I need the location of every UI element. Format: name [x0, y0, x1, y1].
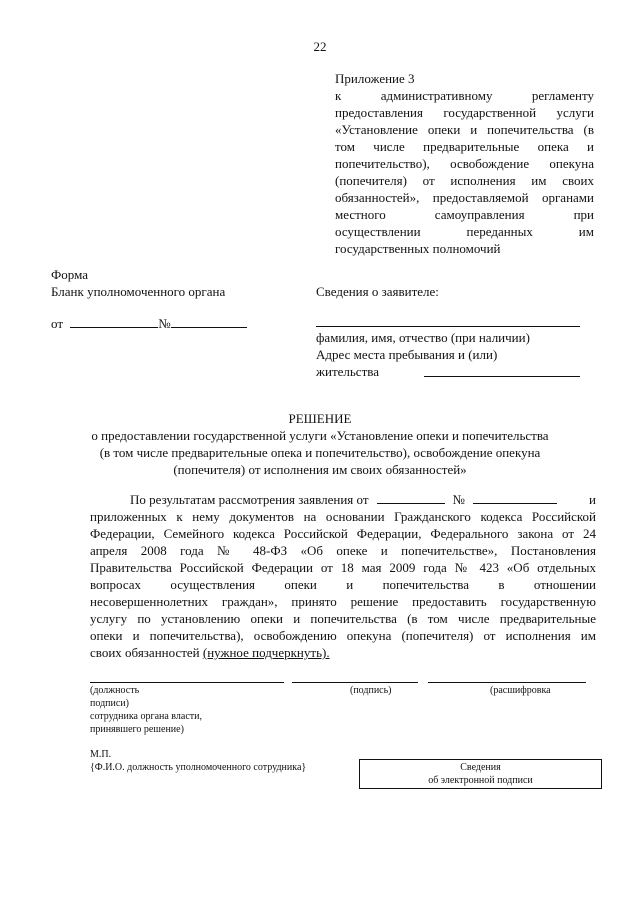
appendix-last-line: государственных полномочий [335, 241, 501, 256]
body-text [90, 490, 596, 661]
body-last-line-text: своих обязанностей [90, 645, 200, 660]
body-line1-b: № [452, 492, 465, 507]
residence-caption: жительства [316, 364, 379, 379]
appendix-block [335, 70, 594, 257]
decision-subtitle-2: (в том числе предварительные опека и попечительство), освобождение опекуна [99, 445, 541, 460]
body-line1-a: По результатам рассмотрения заявления от [130, 492, 369, 507]
body-line-7: услугу по установлению опеки и попечительства (в том числе предварительные [90, 611, 596, 626]
form-label: Форма [51, 267, 88, 282]
body-line-5: вопросах осуществления опеки и попечительства в отношении [90, 577, 596, 592]
position-caption-line-4: принявшего решение) [90, 724, 184, 735]
position-caption-line-2: подписи) [90, 698, 129, 709]
position-caption-line-3: сотрудника органа власти, [90, 711, 202, 722]
appendix-line-1: к административному регламенту [335, 88, 594, 103]
decision-title: РЕШЕНИЕ [288, 411, 352, 426]
number-field[interactable] [171, 314, 247, 328]
body-line-6: несовершеннолетних граждан», принято решение предоставить государственную [90, 594, 596, 609]
application-date-field[interactable] [377, 490, 445, 504]
signature-caption: (подпись) [350, 685, 392, 696]
number-label: № [158, 316, 171, 331]
mp-label: М.П. [90, 749, 112, 760]
body-lines [90, 508, 596, 644]
applicant-title: Сведения о заявителе: [316, 284, 439, 299]
position-signature-line[interactable] [90, 682, 284, 683]
decision-subtitle-3: (попечителя) от исполнения им своих обязанностей» [173, 462, 467, 477]
appendix-line-2: предоставления государственной услуги [335, 105, 594, 120]
from-date-row [51, 314, 247, 332]
esign-box [359, 759, 602, 789]
body-line1-c: и [589, 492, 596, 507]
appendix-line-3: «Установление опеки и попечительства (в [335, 122, 594, 137]
appendix-title: Приложение 3 [335, 71, 415, 86]
position-caption [90, 684, 202, 736]
body-line-4: Правительства Российской Федерации от 18 мая 2009 года № 423 «Об отдельных [90, 560, 596, 575]
signature-line[interactable] [292, 682, 418, 683]
from-label: от [51, 316, 64, 331]
body-line-1: приложенных к нему документов на основании Гражданского кодекса Российской [90, 509, 596, 524]
position-caption-line-1: (должность [90, 685, 140, 696]
authority-blank-label: Бланк уполномоченного органа [51, 284, 226, 299]
fio-caption: фамилия, имя, отчество (при наличии) [316, 330, 530, 345]
residence-row [316, 363, 379, 380]
appendix-line-4: том числе предварительные опека и [335, 139, 594, 154]
body-first-line [90, 490, 596, 508]
esign-line2: об электронной подписи [428, 775, 533, 786]
employee-placeholder: {Ф.И.О. должность уполномоченного сотрудника} [90, 762, 307, 773]
body-line-2: Федерации, Семейного кодекса Российской Федерации, Федерального закона от 24 [90, 526, 596, 541]
appendix-line-7: обязанностей», предоставляемой органами [335, 190, 594, 205]
decode-line[interactable] [428, 682, 586, 683]
page-number: 22 [313, 39, 327, 54]
fio-field[interactable] [316, 326, 580, 327]
appendix-lines [335, 87, 594, 240]
appendix-line-8: местного самоуправления при [335, 207, 594, 222]
esign-line1: Сведения [460, 762, 501, 773]
appendix-line-6: (попечителя) от исполнения им своих [335, 173, 594, 188]
address-caption: Адрес места пребывания и (или) [316, 347, 498, 362]
date-field[interactable] [70, 314, 158, 328]
decision-subtitle-1: о предоставлении государственной услуги «Установление опеки и попечительства [91, 428, 549, 443]
appendix-line-5: попечительство), освобождение опекуна [335, 156, 594, 171]
underline-note: (нужное подчеркнуть). [202, 645, 330, 660]
application-number-field[interactable] [473, 490, 557, 504]
body-line-3: апреля 2008 года № 48-ФЗ «Об опеке и попечительстве», Постановления [90, 543, 596, 558]
decision-subtitle [60, 427, 580, 478]
decode-caption: (расшифровка [490, 685, 551, 696]
residence-field[interactable] [424, 376, 580, 377]
appendix-line-9: осуществлении переданных им [335, 224, 594, 239]
body-line-8: опеки и попечительства), освобождению опекуна (попечителя) от исполнения им [90, 628, 596, 643]
body-last-line [90, 644, 596, 661]
